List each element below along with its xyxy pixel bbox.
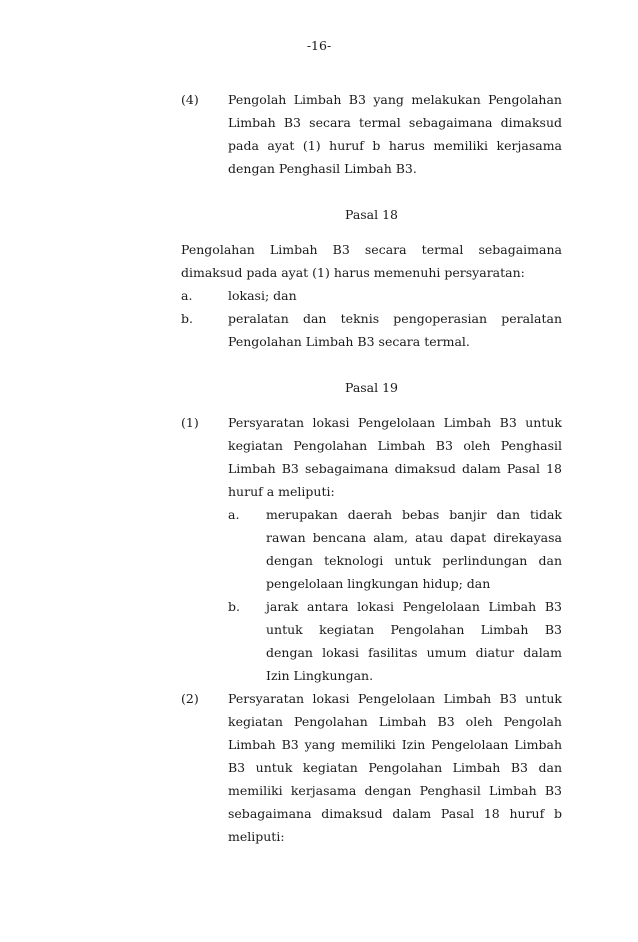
pasal-18-heading: Pasal 18 — [344, 207, 399, 222]
pasal-19-ayat-1-item-b — [228, 595, 562, 687]
ayat-4 — [181, 88, 562, 180]
document-body — [181, 88, 562, 848]
pasal-19-ayat-1-item-a — [228, 503, 562, 595]
pasal-18-item-a-text: lokasi; dan — [228, 288, 297, 303]
pasal-19-heading: Pasal 19 — [344, 380, 399, 395]
spacer — [181, 226, 562, 238]
pasal-18-item-b — [181, 307, 562, 353]
pasal-18-item-b-label: b. — [181, 311, 193, 326]
pasal-19-ayat-1-item-a-text: merupakan daerah bebas banjir dan tidak rawan bencana alam, atau dapat direkayasa dengan teknologi untuk perlindungan dan pengelolaan lingkungan hidup; dan — [266, 507, 562, 591]
pasal-18-intro: Pengolahan Limbah B3 secara termal sebagaimana dimaksud pada ayat (1) harus memenuhi persyaratan: — [181, 242, 562, 280]
pasal-19-ayat-2 — [181, 687, 562, 848]
pasal-19-ayat-1-item-a-label: a. — [228, 507, 240, 522]
pasal-19-ayat-1 — [181, 411, 562, 503]
pasal-18-item-a — [181, 284, 562, 307]
spacer — [181, 353, 562, 376]
pasal-19-ayat-1-text: Persyaratan lokasi Pengelolaan Limbah B3 untuk kegiatan Pengolahan Limbah B3 oleh Penghasil Limbah B3 sebagaimana dimaksud dalam Pasal 18 huruf a meliputi: — [228, 415, 562, 499]
pasal-18-item-b-text: peralatan dan teknis pengoperasian peralatan Pengolahan Limbah B3 secara termal. — [228, 311, 562, 349]
pasal-19-ayat-2-label: (2) — [181, 691, 199, 706]
pasal-18-item-a-label: a. — [181, 288, 193, 303]
ayat-4-label: (4) — [181, 92, 199, 107]
page-number: -16- — [306, 38, 332, 53]
pasal-19-ayat-1-item-b-label: b. — [228, 599, 240, 614]
pasal-19-ayat-1-item-b-text: jarak antara lokasi Pengelolaan Limbah B3 untuk kegiatan Pengolahan Limbah B3 dengan lokasi fasilitas umum diatur dalam Izin Lingkungan. — [266, 599, 562, 683]
pasal-19-ayat-1-label: (1) — [181, 415, 199, 430]
pasal-19-ayat-2-text: Persyaratan lokasi Pengelolaan Limbah B3 untuk kegiatan Pengolahan Limbah B3 oleh Pengolah Limbah B3 yang memiliki Izin Pengelolaan Limbah B3 untuk kegiatan Pengolahan Limbah B3 dan memiliki kerjasama dengan Penghasil Limbah B3 sebagaimana dimaksud dalam Pasal 18 huruf b meliputi: — [228, 691, 562, 844]
ayat-4-text: Pengolah Limbah B3 yang melakukan Pengolahan Limbah B3 secara termal sebagaimana dimaksud pada ayat (1) huruf b harus memiliki kerjasama dengan Penghasil Limbah B3. — [228, 92, 562, 176]
spacer — [181, 180, 562, 203]
spacer — [181, 399, 562, 411]
